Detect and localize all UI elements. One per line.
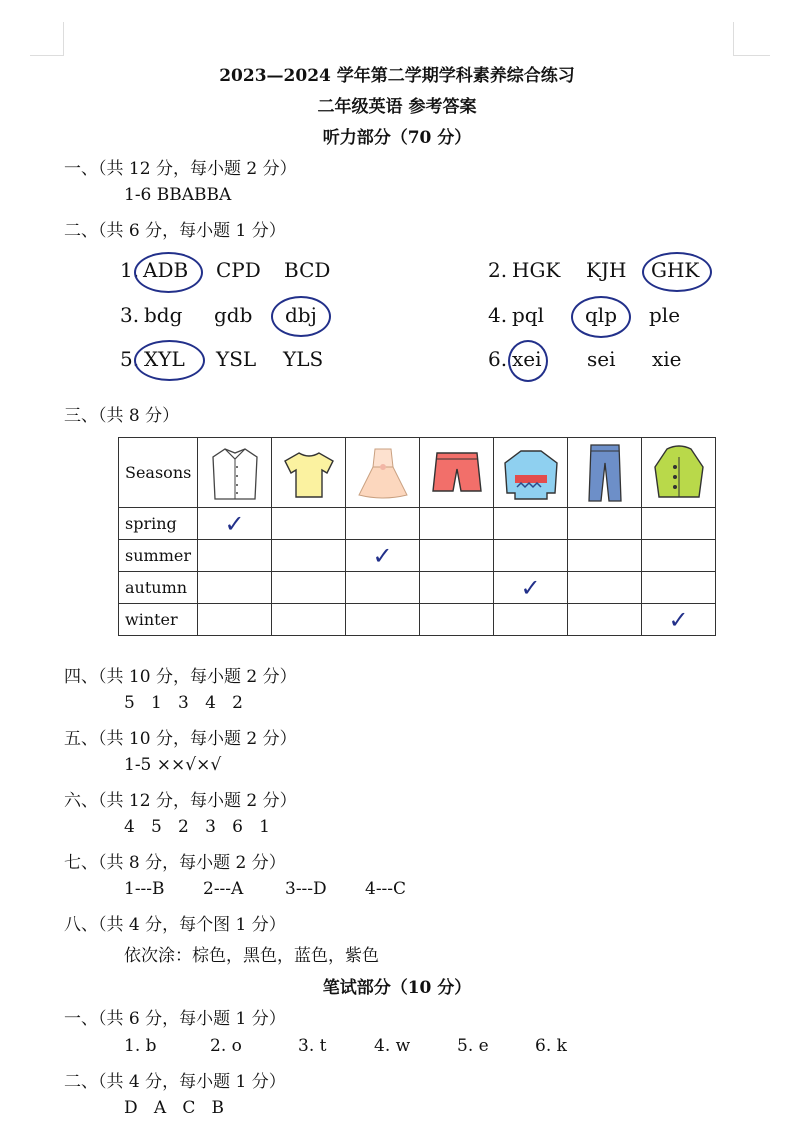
matching-answer: 1---B xyxy=(124,879,165,899)
item-number: 2. xyxy=(488,258,508,282)
option-text: YSL xyxy=(216,347,257,371)
matching-answer: 4---C xyxy=(365,879,407,899)
clothes-cell xyxy=(198,438,272,508)
writing-section-2-header: 二、（共 4 分，每小题 1 分） xyxy=(64,1072,286,1092)
writing-section-1-header: 一、（共 6 分，每小题 1 分） xyxy=(64,1009,286,1029)
table-corner-label: Seasons xyxy=(119,438,198,508)
option-text: XYL xyxy=(144,347,185,371)
listening-section-8-answer: 依次涂：棕色，黑色，蓝色，紫色 xyxy=(124,946,379,966)
item-number: 1. xyxy=(120,258,140,282)
shirt-icon xyxy=(207,443,263,503)
raincoat-icon xyxy=(649,443,709,503)
listening-section-1-header: 一、（共 12 分，每小题 2 分） xyxy=(64,159,297,179)
clothes-cell xyxy=(420,438,494,508)
item-number: 6. xyxy=(488,347,508,371)
season-label: winter xyxy=(119,604,198,636)
listening-section-4-answer: 5 1 3 4 2 xyxy=(124,693,243,713)
matching-answer: 2---A xyxy=(203,879,244,899)
item-number: 4. xyxy=(488,303,508,327)
listening-part-heading: 听力部分（70 分） xyxy=(322,128,472,148)
t-shirt-icon xyxy=(281,443,337,503)
listening-section-1-answer: 1-6 BBABBA xyxy=(124,185,232,205)
listening-section-5-answer: 1-5 ××√×√ xyxy=(124,755,222,775)
letter-answer: 6. k xyxy=(535,1036,567,1056)
check-mark: ✓ xyxy=(224,509,245,538)
seasons-clothes-table xyxy=(118,437,716,636)
page-title: 2023—2024 学年第二学期学科素养综合练习 xyxy=(219,66,575,86)
clothes-cell xyxy=(346,438,420,508)
listening-section-7-header: 七、（共 8 分，每小题 2 分） xyxy=(64,853,286,873)
item-number: 3. xyxy=(120,303,140,327)
clothes-cell xyxy=(272,438,346,508)
clothes-cell xyxy=(642,438,716,508)
option-text: ADB xyxy=(143,258,189,282)
option-text: gdb xyxy=(214,303,253,327)
season-label: summer xyxy=(119,540,198,572)
check-mark: ✓ xyxy=(668,605,689,634)
listening-section-5-header: 五、（共 10 分，每小题 2 分） xyxy=(64,729,297,749)
answer-circle xyxy=(271,296,331,337)
writing-section-2-answer: D A C B xyxy=(124,1098,225,1118)
item-number: 5. xyxy=(120,347,140,371)
option-text: HGK xyxy=(512,258,561,282)
crop-mark-left xyxy=(30,22,64,56)
clothes-cell xyxy=(568,438,642,508)
answer-circle xyxy=(134,340,205,381)
answer-circle xyxy=(642,252,712,292)
listening-section-8-header: 八、（共 4 分，每个图 1 分） xyxy=(64,915,286,935)
sweater-icon xyxy=(501,443,561,503)
listening-section-6-header: 六、（共 12 分，每小题 2 分） xyxy=(64,791,297,811)
option-text: xei xyxy=(512,347,542,371)
answer-circle xyxy=(508,340,548,382)
listening-section-4-header: 四、（共 10 分，每小题 2 分） xyxy=(64,667,297,687)
answer-circle xyxy=(134,252,203,293)
shorts-icon xyxy=(429,443,485,503)
letter-answer: 1. b xyxy=(124,1036,157,1056)
season-label: spring xyxy=(119,508,198,540)
letter-answer: 2. o xyxy=(210,1036,242,1056)
dress-icon xyxy=(355,443,411,503)
season-label: autumn xyxy=(119,572,198,604)
writing-part-heading: 笔试部分（10 分） xyxy=(322,978,472,998)
crop-mark-right xyxy=(733,22,770,56)
option-text: pql xyxy=(512,303,545,327)
listening-section-3-header: 三、（共 8 分） xyxy=(64,406,180,426)
option-text: sei xyxy=(587,347,616,371)
page-subtitle: 二年级英语 参考答案 xyxy=(317,97,477,117)
option-text: KJH xyxy=(586,258,627,282)
check-mark: ✓ xyxy=(520,573,541,602)
listening-section-6-answer: 4 5 2 3 6 1 xyxy=(124,817,270,837)
check-mark: ✓ xyxy=(372,541,393,570)
clothes-cell xyxy=(494,438,568,508)
listening-section-2-header: 二、（共 6 分，每小题 1 分） xyxy=(64,221,286,241)
option-text: GHK xyxy=(651,258,700,282)
option-text: xie xyxy=(652,347,682,371)
letter-answer: 3. t xyxy=(298,1036,327,1056)
option-text: bdg xyxy=(144,303,183,327)
letter-answer: 4. w xyxy=(374,1036,411,1056)
option-text: CPD xyxy=(216,258,261,282)
answer-circle xyxy=(571,296,631,338)
option-text: BCD xyxy=(284,258,331,282)
option-text: qlp xyxy=(585,303,618,327)
jeans-icon xyxy=(585,441,625,505)
option-text: YLS xyxy=(283,347,324,371)
letter-answer: 5. e xyxy=(457,1036,489,1056)
matching-answer: 3---D xyxy=(285,879,327,899)
option-text: dbj xyxy=(285,303,317,327)
option-text: ple xyxy=(649,303,681,327)
